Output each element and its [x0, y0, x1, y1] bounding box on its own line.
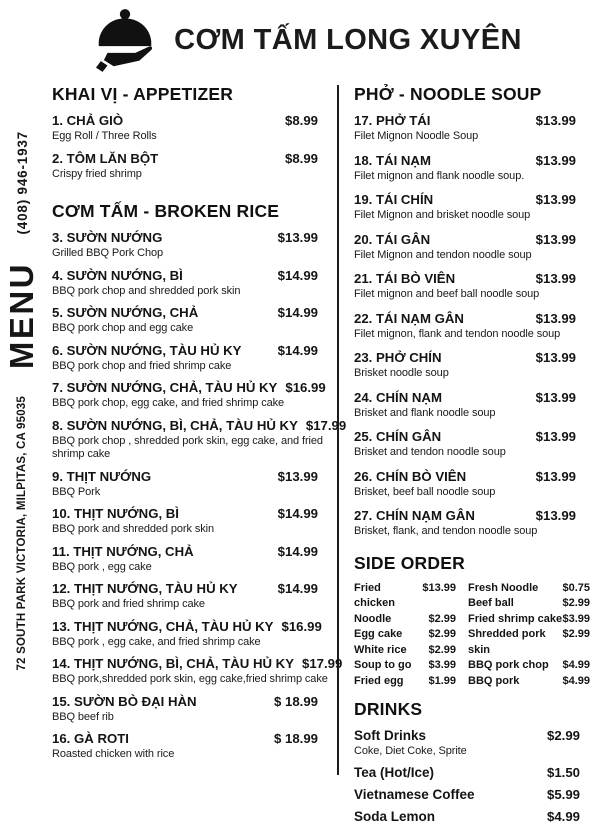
item-price: $16.99: [285, 380, 326, 395]
side-order-item: [354, 643, 456, 659]
item-name: 15. SƯỜN BÒ ĐẠI HÀN: [52, 693, 197, 709]
menu-item: [52, 505, 336, 537]
item-price: $13.99: [535, 508, 576, 523]
menu-item: [52, 417, 347, 462]
side-order-item: [468, 612, 590, 628]
item-price: $13.99: [535, 310, 576, 326]
menu-item: [52, 580, 336, 612]
item-row: [354, 507, 590, 524]
menu-item: [52, 730, 336, 762]
item-price: $13.99: [535, 152, 576, 168]
hand-holding-cloche-icon: [90, 8, 160, 72]
item-name: 19. TÁI CHÍN: [354, 192, 434, 207]
item-row: [354, 112, 590, 129]
menu-item: [52, 229, 336, 261]
item-row: [52, 543, 336, 560]
side-order-item: [354, 627, 456, 643]
sidebar: [0, 131, 44, 670]
item-name: 5. SƯỜN NƯỚNG, CHẢ: [52, 305, 199, 320]
item-name: 18. TÁI NẠM: [354, 152, 431, 168]
side-order-item: [468, 658, 590, 674]
side-order-item: [354, 658, 456, 674]
section-drinks: [354, 699, 590, 825]
item-price: $13.99: [535, 389, 576, 405]
item-name: BBQ pork: [468, 674, 520, 687]
menu-item: [52, 112, 336, 144]
menu-header: [0, 8, 612, 72]
item-price: $14.99: [277, 305, 318, 320]
item-name: 14. THỊT NƯỚNG, BÌ, CHẢ, TÀU HỦ KY: [52, 656, 294, 671]
item-row: [354, 764, 590, 781]
menu-item: [52, 342, 336, 374]
side-order-grid: [354, 581, 590, 690]
menu-item: [354, 191, 590, 223]
item-price: $4.99: [562, 674, 590, 687]
item-price: $13.99: [422, 581, 456, 594]
item-price: $14.99: [277, 506, 318, 521]
item-name: 23. PHỞ CHÍN: [354, 350, 442, 365]
item-name: 7. SƯỜN NƯỚNG, CHẢ, TÀU HỦ KY: [52, 380, 278, 395]
item-price: $ 18.99: [274, 731, 318, 746]
item-name: BBQ pork chop: [468, 659, 549, 671]
item-name: 3. SƯỜN NƯỚNG: [52, 230, 163, 245]
menu-item: [52, 267, 336, 299]
menu-item: [52, 693, 336, 725]
item-name: Beef ball: [468, 597, 514, 609]
section-noodle-soup: [354, 84, 590, 539]
left-column: [52, 84, 347, 768]
menu-item: [354, 152, 590, 184]
item-price: $5.99: [546, 786, 580, 802]
item-description: Egg Roll / Three Rolls: [52, 130, 157, 142]
item-price: $2.99: [562, 628, 590, 640]
menu-label: MENU: [3, 261, 40, 369]
item-description: BBQ pork chop , shredded pork skin, egg cake, and fried shrimp cake: [52, 434, 323, 460]
menu-item: [52, 304, 336, 336]
item-description: Crispy fried shrimp: [52, 167, 142, 180]
item-price: $14.99: [277, 543, 318, 559]
item-price: $3.99: [428, 659, 456, 671]
item-row: [52, 693, 336, 710]
menu-item: [354, 507, 590, 539]
item-row: [354, 389, 590, 406]
item-description: Brisket noodle soup: [354, 367, 449, 379]
item-name: 13. THỊT NƯỚNG, CHẢ, TÀU HỦ KY: [52, 618, 274, 634]
menu-item: [354, 231, 590, 263]
item-name: Fried egg: [354, 674, 404, 687]
item-row: [52, 267, 336, 284]
address: 72 SOUTH PARK VICTORIA, MILPITAS, CA 95035: [16, 395, 28, 671]
item-description: Grilled BBQ Pork Chop: [52, 247, 163, 259]
item-name: 12. THỊT NƯỚNG, TÀU HỦ KY: [52, 581, 238, 596]
section-title-appetizer: KHAI VỊ - APPETIZER: [52, 84, 234, 104]
item-row: [52, 580, 336, 597]
item-description: Filet Mignon and tendon noodle soup: [354, 248, 532, 261]
menu-item: [354, 349, 590, 381]
item-name: Egg cake: [354, 628, 403, 640]
item-row: [52, 655, 343, 672]
item-row: [52, 229, 336, 246]
item-name: 26. CHÍN BÒ VIÊN: [354, 468, 467, 484]
item-description: BBQ pork and fried shrimp cake: [52, 598, 205, 610]
item-description: Filet mignon and beef ball noodle soup: [354, 288, 540, 300]
item-price: $13.99: [277, 468, 318, 484]
item-description: BBQ Pork: [52, 485, 101, 498]
item-price: $ 18.99: [274, 693, 318, 709]
item-row: [354, 310, 590, 327]
item-row: [52, 304, 336, 321]
item-description: Coke, Diet Coke, Sprite: [354, 745, 467, 757]
item-description: Brisket, flank, and tendon noodle soup: [354, 525, 538, 537]
item-description: BBQ beef rib: [52, 710, 114, 723]
item-price: $2.99: [562, 597, 590, 609]
menu-item: [354, 389, 590, 421]
section-appetizer: [52, 84, 336, 181]
item-row: [354, 468, 590, 485]
item-price: $13.99: [535, 192, 576, 207]
item-description: Filet Mignon and brisket noodle soup: [354, 209, 531, 221]
item-row: [52, 468, 336, 485]
item-name: Fried chicken: [354, 581, 395, 609]
item-description: Filet mignon, flank and tendon noodle soup: [354, 327, 561, 340]
item-name: 6. SƯỜN NƯỚNG, TÀU HỦ KY: [52, 342, 242, 358]
menu-item: [354, 428, 590, 460]
item-description: Roasted chicken with rice: [52, 748, 175, 760]
menu-item: [354, 310, 590, 342]
item-name: 11. THỊT NƯỚNG, CHẢ: [52, 543, 194, 559]
item-name: 17. PHỞ TÁI: [354, 113, 431, 128]
side-order-item: [468, 596, 590, 612]
item-row: [354, 808, 590, 825]
menu-item: [52, 150, 336, 182]
item-name: Fresh Noodle: [468, 581, 539, 594]
item-name: Tea (Hot/Ice): [354, 764, 435, 780]
item-name: 20. TÁI GÂN: [354, 231, 431, 247]
item-row: [52, 505, 336, 522]
item-price: $14.99: [277, 581, 318, 596]
item-name: 21. TÁI BÒ VIÊN: [354, 271, 456, 286]
menu-item: [52, 468, 336, 500]
right-column: [354, 84, 590, 830]
item-price: $14.99: [277, 267, 318, 283]
item-row: [354, 270, 590, 287]
item-description: BBQ pork , egg cake, and fried shrimp cake: [52, 635, 261, 648]
side-order-right-column: [468, 581, 590, 690]
side-order-item: [354, 674, 456, 690]
menu-item: [52, 618, 336, 650]
item-price: $2.99: [428, 643, 456, 656]
item-row: [52, 342, 336, 359]
item-price: $17.99: [305, 417, 347, 433]
section-title-noodle-soup: PHỞ - NOODLE SOUP: [354, 84, 542, 104]
menu-item: [354, 764, 590, 781]
item-row: [52, 150, 336, 167]
item-description: BBQ pork , egg cake: [52, 560, 152, 573]
side-order-item: [354, 581, 456, 612]
item-name: 1. CHẢ GIÒ: [52, 113, 124, 128]
menu-item: [354, 727, 590, 759]
item-name: 24. CHÍN NẠM: [354, 389, 442, 405]
item-name: Fried shrimp cake: [468, 612, 563, 625]
item-description: BBQ pork chop and egg cake: [52, 322, 194, 334]
item-price: $8.99: [284, 113, 318, 128]
item-description: Filet mignon and flank noodle soup.: [354, 169, 525, 182]
item-price: $1.99: [428, 674, 456, 687]
item-description: Filet Mignon Noodle Soup: [354, 130, 479, 142]
menu-item: [354, 468, 590, 500]
menu-item: [52, 379, 336, 411]
item-price: $13.99: [535, 113, 576, 128]
item-description: Brisket and flank noodle soup: [354, 406, 496, 419]
item-row: [354, 727, 590, 744]
item-name: Soft Drinks: [354, 728, 427, 743]
section-side-order: [354, 553, 590, 690]
menu-item: [354, 270, 590, 302]
item-price: $14.99: [277, 342, 318, 358]
item-row: [354, 191, 590, 208]
item-name: Noodle: [354, 612, 392, 625]
item-price: $8.99: [284, 150, 318, 166]
item-price: $4.99: [546, 808, 580, 824]
item-price: $13.99: [277, 230, 318, 245]
item-name: Shredded pork skin: [468, 628, 546, 656]
item-row: [52, 112, 336, 129]
item-name: 9. THỊT NƯỚNG: [52, 468, 152, 484]
side-order-item: [468, 674, 590, 690]
item-row: [52, 417, 347, 434]
item-description: BBQ pork chop and shredded pork skin: [52, 284, 241, 297]
item-description: BBQ pork chop, egg cake, and fried shrimp cake: [52, 397, 285, 409]
item-name: 4. SƯỜN NƯỚNG, BÌ: [52, 267, 183, 283]
item-name: White rice: [354, 643, 407, 656]
item-name: 10. THỊT NƯỚNG, BÌ: [52, 506, 179, 521]
item-name: 2. TÔM LĂN BỘT: [52, 150, 159, 166]
item-row: [52, 618, 336, 635]
menu-item: [52, 655, 343, 687]
phone-number: (408) 946-1937: [14, 131, 30, 235]
side-order-left-column: [354, 581, 456, 690]
item-row: [354, 786, 590, 803]
section-title-side-order: SIDE ORDER: [354, 552, 465, 573]
item-name: Vietnamese Coffee: [354, 786, 475, 802]
item-price: $13.99: [535, 429, 576, 444]
side-order-item: [468, 627, 590, 658]
item-description: BBQ pork chop and fried shrimp cake: [52, 359, 232, 372]
side-order-item: [354, 612, 456, 628]
item-price: $2.99: [428, 628, 456, 640]
item-name: 27. CHÍN NẠM GÂN: [354, 508, 475, 523]
item-price: $13.99: [535, 468, 576, 484]
item-name: 25. CHÍN GÂN: [354, 429, 442, 444]
item-price: $13.99: [535, 350, 576, 365]
section-broken-rice: [52, 201, 347, 762]
item-price: $0.75: [562, 581, 590, 594]
item-price: $17.99: [302, 656, 343, 671]
item-row: [354, 152, 590, 169]
item-name: 16. GÀ ROTI: [52, 731, 129, 746]
item-row: [52, 730, 336, 747]
item-price: $3.99: [562, 612, 590, 625]
item-name: 22. TÁI NẠM GÂN: [354, 310, 464, 326]
item-row: [354, 349, 590, 366]
side-order-item: [468, 581, 590, 597]
item-row: [52, 379, 336, 396]
menu-item: [52, 543, 336, 575]
item-name: 8. SƯỜN NƯỚNG, BÌ, CHẢ, TÀU HỦ KY: [52, 417, 298, 433]
item-price: $13.99: [535, 231, 576, 247]
restaurant-name: CƠM TẤM LONG XUYÊN: [174, 23, 522, 56]
menu-item: [354, 112, 590, 144]
item-price: $16.99: [281, 618, 322, 634]
item-price: $4.99: [562, 659, 590, 671]
item-price: $2.99: [546, 728, 580, 743]
item-name: Soda Lemon: [354, 808, 436, 824]
item-price: $1.50: [546, 764, 580, 780]
item-price: $2.99: [428, 612, 456, 625]
menu-item: [354, 786, 590, 803]
item-description: Brisket, beef ball noodle soup: [354, 485, 496, 498]
item-description: Brisket and tendon noodle soup: [354, 446, 506, 458]
item-description: BBQ pork,shredded pork skin, egg cake,fried shrimp cake: [52, 673, 328, 685]
item-row: [354, 231, 590, 248]
menu-item: [354, 808, 590, 825]
section-title-broken-rice: CƠM TẤM - BROKEN RICE: [52, 201, 280, 221]
section-title-drinks: DRINKS: [354, 699, 423, 719]
item-name: Soup to go: [354, 659, 412, 671]
item-row: [354, 428, 590, 445]
item-price: $13.99: [535, 271, 576, 286]
item-description: BBQ pork and shredded pork skin: [52, 523, 214, 535]
